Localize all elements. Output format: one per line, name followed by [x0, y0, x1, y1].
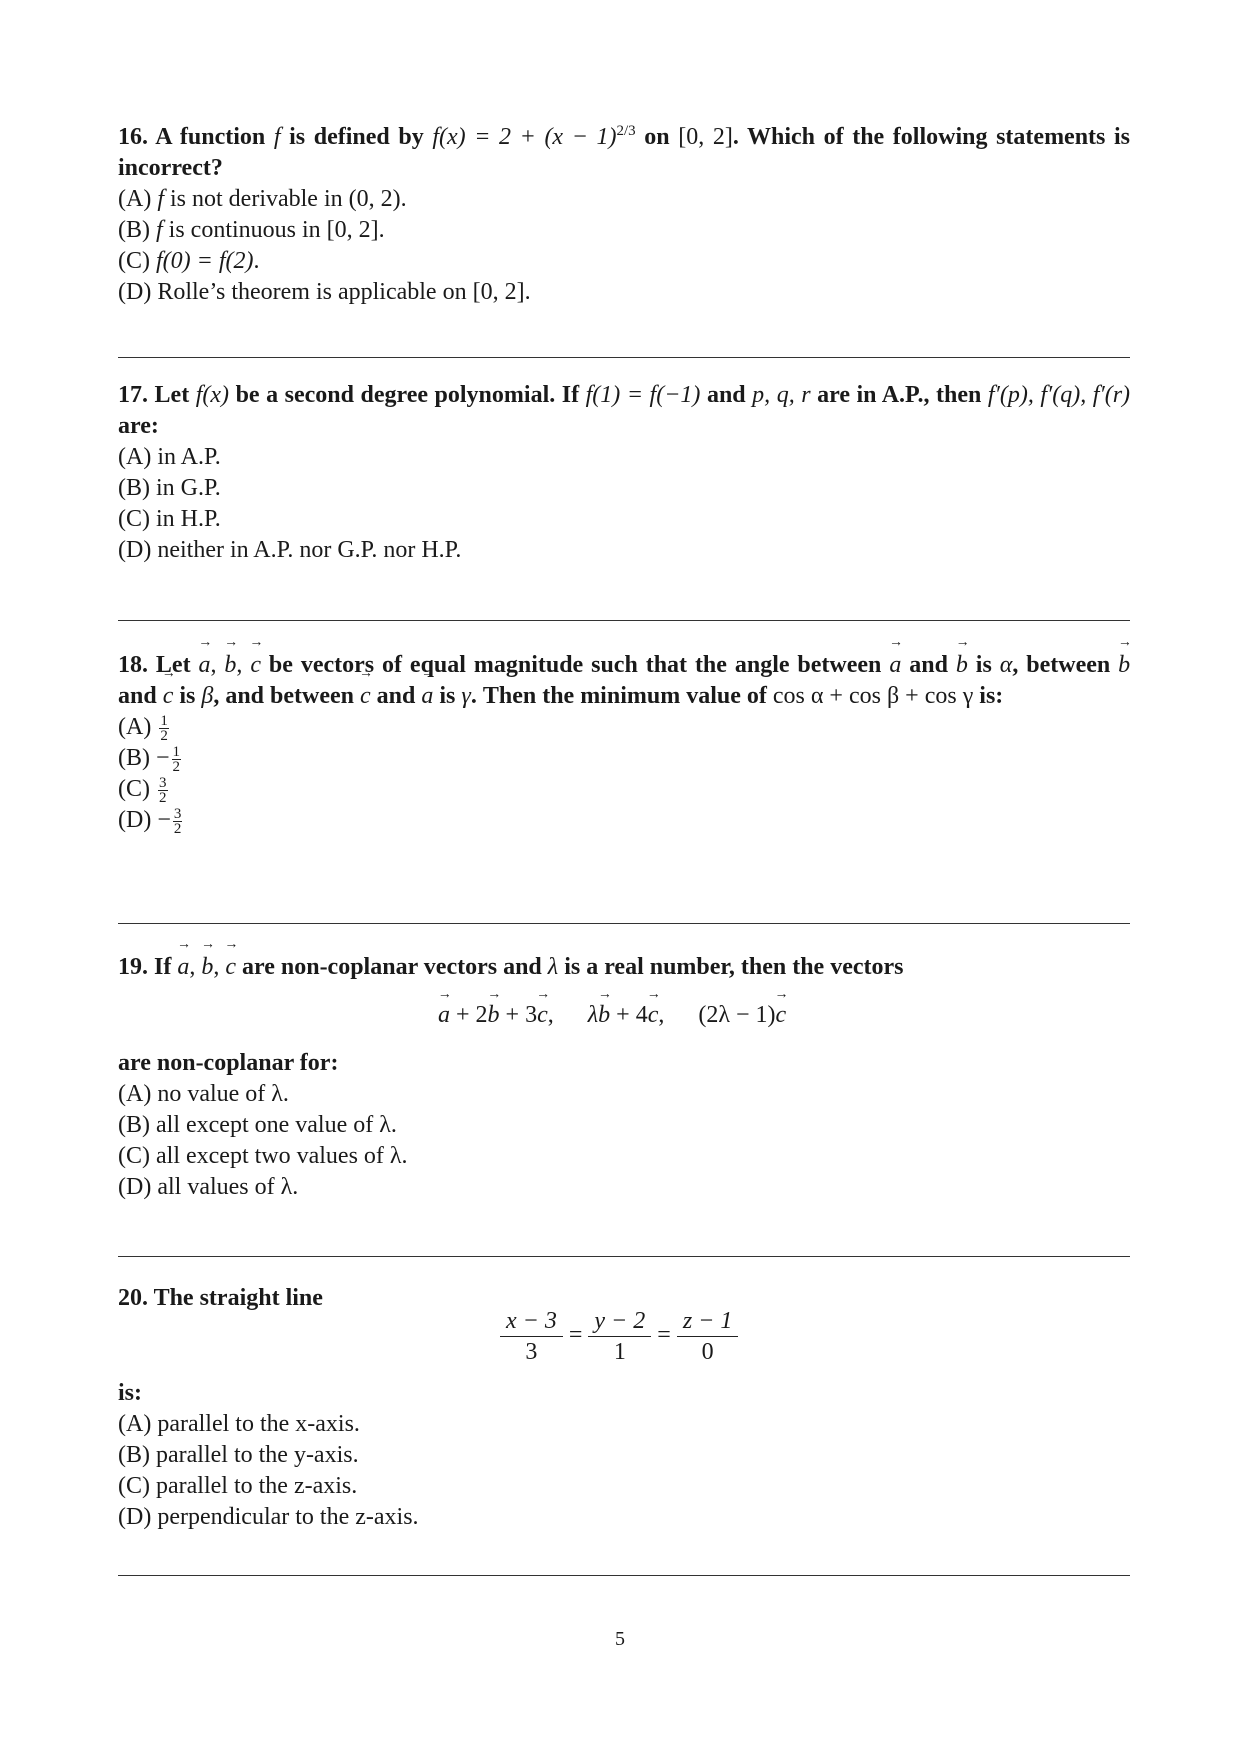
option-b [118, 215, 1130, 246]
display-term: + 4 [610, 1002, 648, 1028]
fraction-numerator: 3 [159, 774, 167, 791]
question-17-number: 17. [118, 382, 148, 408]
vector-b: → b [224, 650, 236, 681]
math-gamma: γ [461, 683, 471, 709]
option-text: all except two values of λ. [156, 1143, 408, 1169]
option-label: (C) [118, 248, 150, 274]
option-text: parallel to the z-axis. [156, 1473, 358, 1499]
math-lambda: λ [587, 1002, 599, 1028]
option-a [118, 442, 1130, 473]
fraction-denominator: 0 [701, 1339, 714, 1365]
stem-text: A function [155, 124, 266, 150]
option-label: (C) [118, 506, 150, 532]
question-16 [118, 116, 1130, 308]
option-c [118, 504, 1130, 535]
question-19 [118, 952, 1130, 983]
vector-b: → b [488, 1002, 500, 1029]
divider [118, 620, 1130, 621]
stem-text: and [118, 683, 157, 709]
option-a [118, 712, 1130, 743]
math-alpha: α [999, 652, 1013, 678]
stem-text: is defined by [289, 124, 424, 150]
question-19-number: 19. [118, 954, 148, 980]
option-text: all except one value of λ. [156, 1112, 397, 1138]
vector-a: → a [421, 681, 433, 712]
option-math: f(0) = f(2) [156, 248, 254, 274]
option-label: (B) [118, 745, 150, 771]
equation-fraction [500, 1306, 563, 1367]
display-comma: , [658, 1002, 665, 1028]
math-pqr: p, q, r [752, 382, 811, 408]
option-label: (D) [118, 1174, 152, 1200]
option-fraction [158, 776, 168, 805]
stem-text: on [644, 124, 670, 150]
option-text: is not derivable in (0, 2). [164, 186, 407, 212]
display-term: (2λ − 1) [698, 1002, 776, 1028]
vector-c: → c [776, 1002, 787, 1029]
math-f: f [273, 124, 281, 150]
stem-text: , and between [213, 683, 354, 709]
question-19-options [118, 1048, 1130, 1203]
option-c [118, 1141, 1130, 1172]
option-label: (B) [118, 475, 150, 501]
stem-text: . Then the minimum value of [470, 683, 767, 709]
option-label: (D) [118, 537, 152, 563]
display-term: + 3 [499, 1002, 538, 1028]
option-label: (B) [118, 1112, 150, 1138]
vector-b: → b [201, 952, 213, 983]
display-term: + 2 [450, 1002, 488, 1028]
option-label: (C) [118, 1473, 150, 1499]
math-beta: β [201, 683, 214, 709]
option-text: parallel to the x-axis. [157, 1411, 360, 1437]
divider [118, 357, 1130, 358]
math-condition: f(1) = f(−1) [585, 382, 701, 408]
fraction-numerator: x − 3 [500, 1306, 563, 1337]
question-16-number: 16. [118, 124, 148, 150]
question-19-after: are non-coplanar for: [118, 1050, 339, 1076]
option-text: all values of λ. [157, 1174, 299, 1200]
vector-b: → b [956, 650, 968, 681]
question-16-stem [118, 116, 1130, 184]
math-fx: f(x) [195, 382, 230, 408]
fraction-numerator: y − 2 [588, 1306, 651, 1337]
question-18-number: 18. [118, 652, 148, 678]
page-number: 5 [615, 1628, 625, 1650]
math-interval: [0, 2] [678, 124, 733, 150]
math-derivatives: f′(p), f′(q), f′(r) [987, 382, 1131, 408]
option-fraction [172, 745, 182, 774]
question-17-stem [118, 380, 1130, 442]
fraction-denominator: 2 [172, 758, 181, 775]
equals-sign: = [568, 1322, 583, 1349]
fraction-numerator: 1 [172, 743, 181, 760]
vector-a: → a [199, 650, 211, 681]
math-cos-sum: cos α + cos β + cos γ [772, 683, 974, 709]
equation-fraction [677, 1306, 739, 1367]
option-label: (A) [118, 714, 152, 740]
stem-text: . Which of the following statements is incorrect? [118, 124, 1131, 181]
option-sign: − [156, 745, 170, 771]
stem-text: The straight line [153, 1285, 323, 1311]
question-18-stem: 18. Let → a, → b, → c be vectors of equal magnitude such that the angle between → a and → b is α, between → b and → c is β, and between → c and → a is γ. Then the minimum value of cos α + cos β + cos γ is: [118, 650, 1130, 712]
stem-text: is a real number, then the vectors [564, 954, 904, 980]
option-label: (C) [118, 776, 150, 802]
option-label: (A) [118, 1081, 152, 1107]
equation-fraction [588, 1306, 651, 1367]
stem-text: are: [118, 413, 159, 439]
vector-c: → c [250, 650, 261, 681]
fraction-denominator: 3 [525, 1339, 538, 1365]
vector-b: → b [598, 1002, 610, 1029]
stem-text: are in A.P., then [817, 382, 982, 408]
math-exponent: 2/3 [616, 123, 636, 139]
stem-text: and [376, 683, 416, 709]
fraction-denominator: 2 [173, 820, 182, 837]
stem-text: is: [979, 683, 1004, 709]
stem-text: and [706, 382, 746, 408]
question-18 [118, 650, 1130, 836]
stem-text: If [154, 954, 172, 980]
option-label: (D) [118, 807, 152, 833]
stem-text: are non-coplanar vectors and [242, 954, 542, 980]
option-c [118, 774, 1130, 805]
option-c [118, 1471, 1130, 1502]
option-label: (B) [118, 217, 150, 243]
stem-text: , between [1012, 652, 1111, 678]
option-sign: − [157, 807, 171, 833]
option-a [118, 1409, 1130, 1440]
option-text: no value of λ. [157, 1081, 289, 1107]
vector-c: → c [648, 1002, 659, 1029]
option-d [118, 277, 1130, 308]
fraction-denominator: 1 [613, 1339, 626, 1365]
option-label: (A) [118, 1411, 152, 1437]
vectors-display [438, 1002, 786, 1029]
question-17 [118, 380, 1130, 566]
option-math: f [157, 186, 164, 212]
option-math: f [156, 217, 163, 243]
option-b [118, 1110, 1130, 1141]
option-b [118, 743, 1130, 774]
stem-text: be vectors of equal magnitude such that the angle between [268, 652, 882, 678]
stem-text: is [439, 683, 456, 709]
option-d [118, 1172, 1130, 1203]
vector-c: → c [360, 681, 371, 712]
stem-text: Let [155, 652, 191, 678]
option-text: neither in A.P. nor G.P. nor H.P. [157, 537, 462, 563]
option-b [118, 1440, 1130, 1471]
option-label: (A) [118, 186, 152, 212]
option-a [118, 1079, 1130, 1110]
option-text: perpendicular to the z-axis. [157, 1504, 419, 1530]
option-text: in A.P. [157, 444, 221, 470]
option-text: in G.P. [156, 475, 221, 501]
option-label: (A) [118, 444, 152, 470]
option-a [118, 184, 1130, 215]
fraction-denominator: 2 [159, 789, 167, 806]
fraction-denominator: 2 [160, 727, 168, 744]
option-d [118, 805, 1130, 836]
vector-a: → a [889, 650, 901, 681]
divider [118, 923, 1130, 924]
display-comma: , [547, 1002, 554, 1028]
option-text: Rolle’s theorem is applicable on [0, 2]. [157, 279, 531, 305]
option-fraction [159, 714, 169, 743]
option-label: (B) [118, 1442, 150, 1468]
vector-c: → c [537, 1002, 548, 1029]
vector-c: → c [163, 681, 174, 712]
option-label: (D) [118, 279, 152, 305]
option-d [118, 1502, 1130, 1533]
divider [118, 1256, 1130, 1257]
option-text: is continuous in [0, 2]. [162, 217, 385, 243]
vector-a: → a [438, 1002, 450, 1029]
stem-text: is [179, 683, 196, 709]
question-20-number: 20. [118, 1285, 148, 1311]
equals-sign: = [657, 1322, 671, 1349]
option-label: (D) [118, 1504, 152, 1530]
fraction-numerator: z − 1 [677, 1306, 739, 1337]
line-equation [494, 1306, 744, 1367]
divider [118, 1575, 1130, 1576]
stem-text: Let [154, 382, 190, 408]
option-label: (C) [118, 1143, 150, 1169]
question-20-after: is: [118, 1380, 142, 1406]
option-b [118, 473, 1130, 504]
option-fraction [173, 807, 183, 836]
vector-a: → a [177, 952, 189, 983]
question-20-options [118, 1378, 1130, 1533]
option-text: in H.P. [156, 506, 221, 532]
option-text: . [253, 248, 260, 274]
vector-b: → b [1118, 650, 1130, 681]
option-c [118, 246, 1130, 277]
vector-c: → c [225, 952, 236, 983]
stem-text: be a second degree polynomial. If [235, 382, 580, 408]
question-19-stem: 19. If → a, → b, → c are non-coplanar vectors and λ is a real number, then the vectors [118, 952, 1130, 983]
stem-text: and [909, 652, 948, 678]
stem-text: is [975, 652, 992, 678]
option-d [118, 535, 1130, 566]
math-fx: f(x) = 2 + (x − 1) [432, 124, 617, 150]
fraction-numerator: 3 [173, 805, 182, 822]
fraction-numerator: 1 [160, 712, 168, 729]
option-text: parallel to the y-axis. [156, 1442, 359, 1468]
math-lambda: λ [547, 954, 559, 980]
